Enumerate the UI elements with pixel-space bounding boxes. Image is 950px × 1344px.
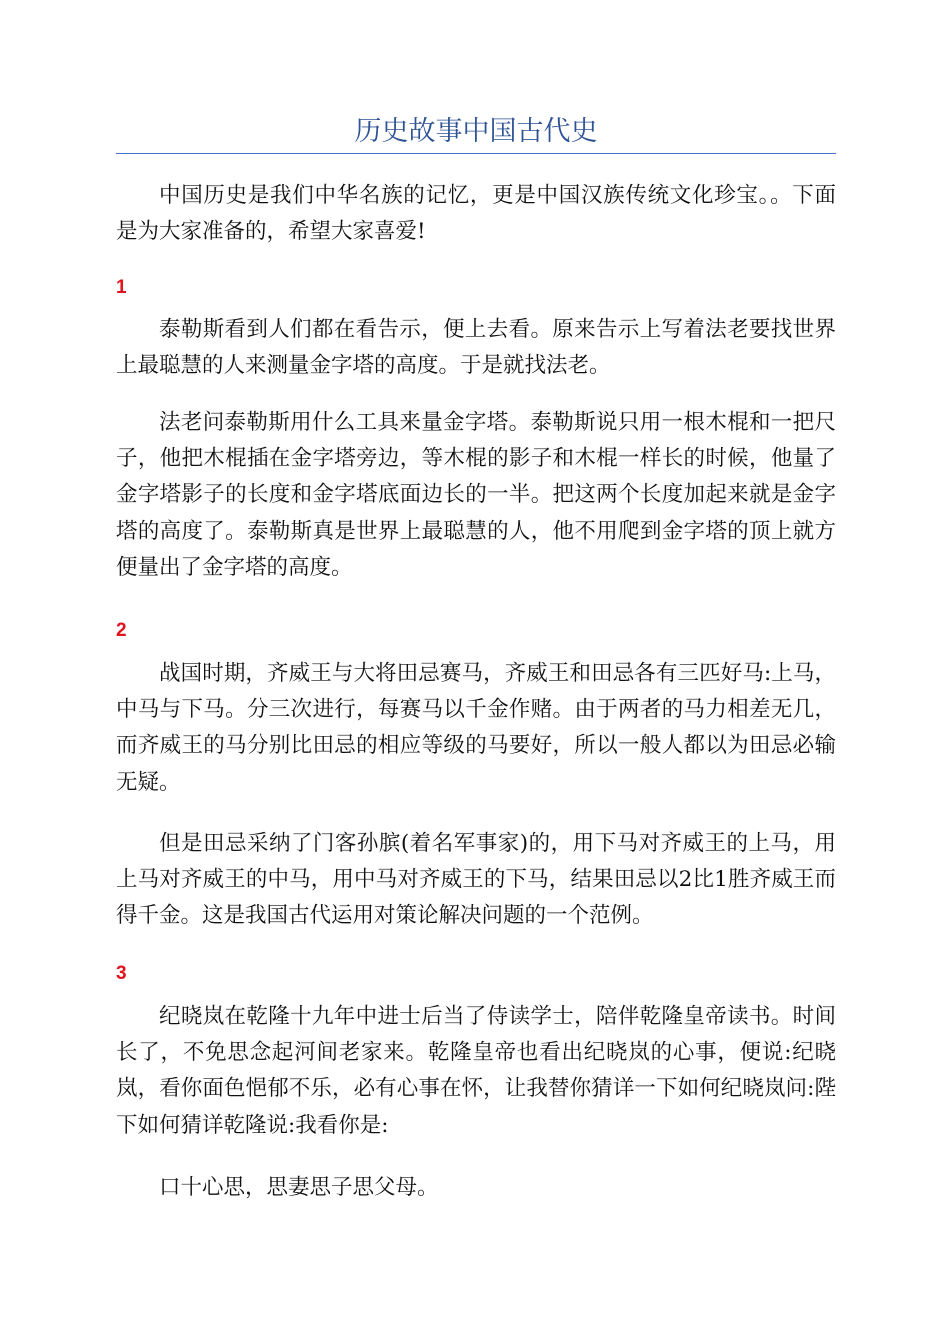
section-number-3: 3 — [116, 963, 127, 984]
document-title: 历史故事中国古代史 — [354, 116, 598, 147]
section-1-paragraph-1: 泰勒斯看到人们都在看告示，便上去看。原来告示上写着法老要找世界上最聪慧的人来测量金字塔的高度。于是就找法老。 — [116, 317, 836, 379]
section-1-paragraph-2: 法老问泰勒斯用什么工具来量金字塔。泰勒斯说只用一根木棍和一把尺子，他把木棍插在金字塔旁边，等木棍的影子和木棍一样长的时候，他量了金字塔影子的长度和金字塔底面边长的一半。把这两个长度加起来就是金字塔的高度了。泰勒斯真是世界上最聪慧的人，他不用爬到金字塔的顶上就方便量出了金字塔的高度。 — [116, 410, 836, 580]
section-3-paragraph-2: 口十心思，思妻思子思父母。 — [159, 1175, 439, 1200]
section-3-paragraph-1: 纪晓岚在乾隆十九年中进士后当了侍读学士，陪伴乾隆皇帝读书。时间长了，不免思念起河间老家来。乾隆皇帝也看出纪晓岚的心事，便说:纪晓岚，看你面色悒郁不乐，必有心事在怀，让我替你猜详一下如何纪晓岚问:陛下如何猜详乾隆说:我看你是: — [116, 1004, 836, 1138]
title-underline — [116, 153, 836, 154]
intro-paragraph: 中国历史是我们中华名族的记忆，更是中国汉族传统文化珍宝。。下面是为大家准备的，希望大家喜爱! — [116, 183, 836, 245]
section-number-2: 2 — [116, 620, 127, 641]
section-number-1: 1 — [116, 277, 127, 298]
section-2-paragraph-2: 但是田忌采纳了门客孙膑(着名军事家)的，用下马对齐威王的上马，用上马对齐威王的中马，用中马对齐威王的下马，结果田忌以2比1胜齐威王而得千金。这是我国古代运用对策论解决问题的一个范例。 — [116, 831, 836, 929]
section-2-paragraph-1: 战国时期，齐威王与大将田忌赛马，齐威王和田忌各有三匹好马:上马，中马与下马。分三次进行，每赛马以千金作赌。由于两者的马力相差无几，而齐威王的马分别比田忌的相应等级的马要好，所以一般人都以为田忌必输无疑。 — [116, 661, 836, 795]
